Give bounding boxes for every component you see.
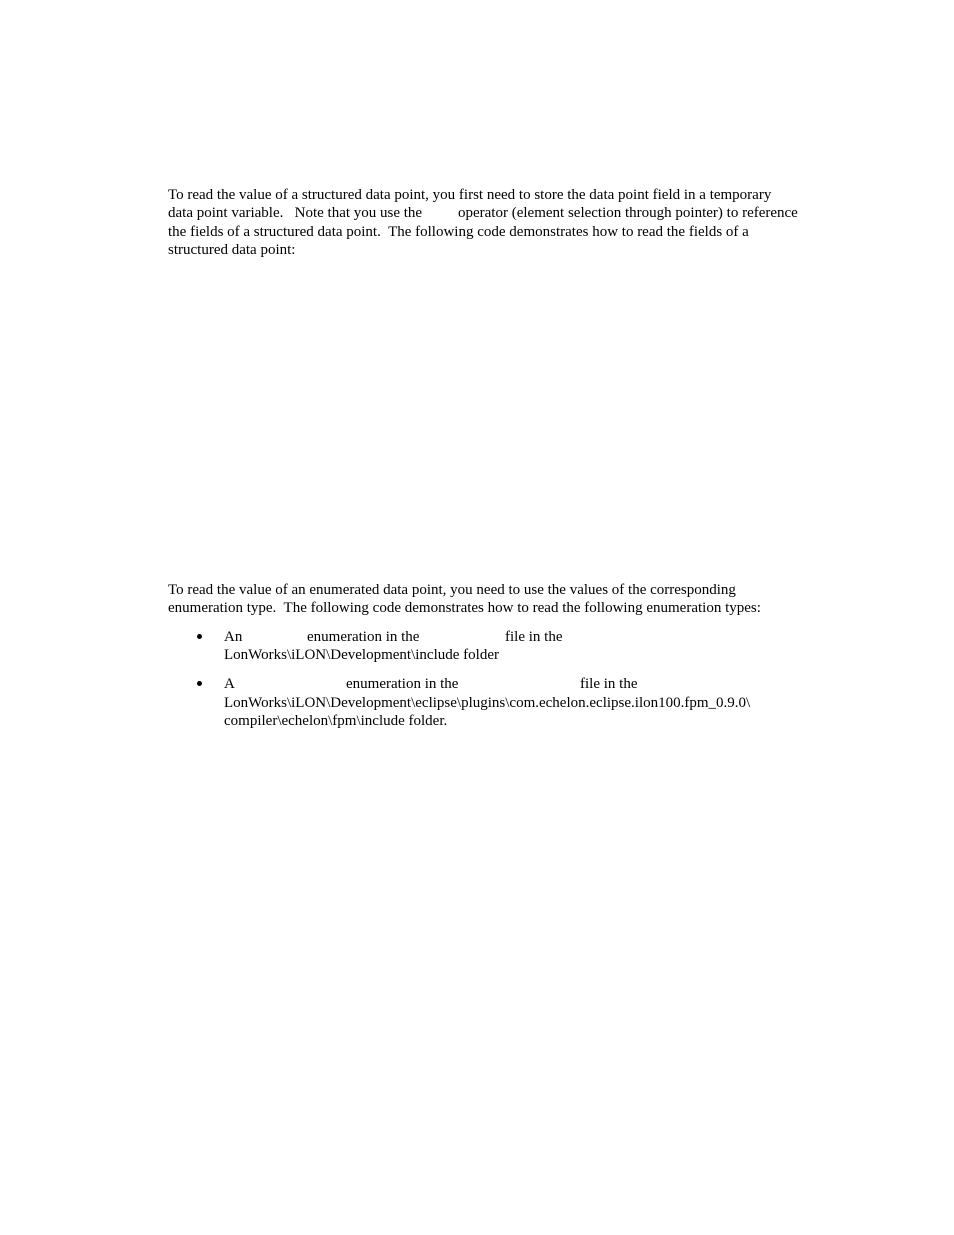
paragraph-line: To read the value of an enumerated data point, you need to use the values of the corresponding [168, 582, 736, 598]
paragraph-line: enumeration type. The following code demonstrates how to read the following enumeration types: [168, 600, 761, 616]
bullet-icon [197, 628, 205, 636]
list-item-text: A [224, 676, 235, 692]
list-item-text: file in the [580, 676, 638, 692]
list-item-text: enumeration in the [346, 676, 459, 692]
paragraph-line: To read the value of a structured data point, you first need to store the data point field in a temporary [168, 187, 772, 203]
list-item-text: An [224, 629, 243, 645]
paragraph-line: operator (element selection through pointer) to reference [458, 205, 798, 221]
paragraph-line: structured data point: [168, 242, 296, 258]
list-item-text: LonWorks\iLON\Development\include folder [224, 647, 499, 663]
bullet-icon [197, 675, 205, 683]
paragraph-line: the fields of a structured data point. The following code demonstrates how to read the fields of a [168, 224, 749, 240]
list-item-text: compiler\echelon\fpm\include folder. [224, 713, 448, 729]
list-item-text: LonWorks\iLON\Development\eclipse\plugins\com.echelon.eclipse.ilon100.fpm_0.9.0\ [224, 695, 751, 711]
list-item-text: file in the [505, 629, 563, 645]
paragraph-line: data point variable. Note that you use the [168, 205, 423, 221]
list-item-text: enumeration in the [307, 629, 420, 645]
